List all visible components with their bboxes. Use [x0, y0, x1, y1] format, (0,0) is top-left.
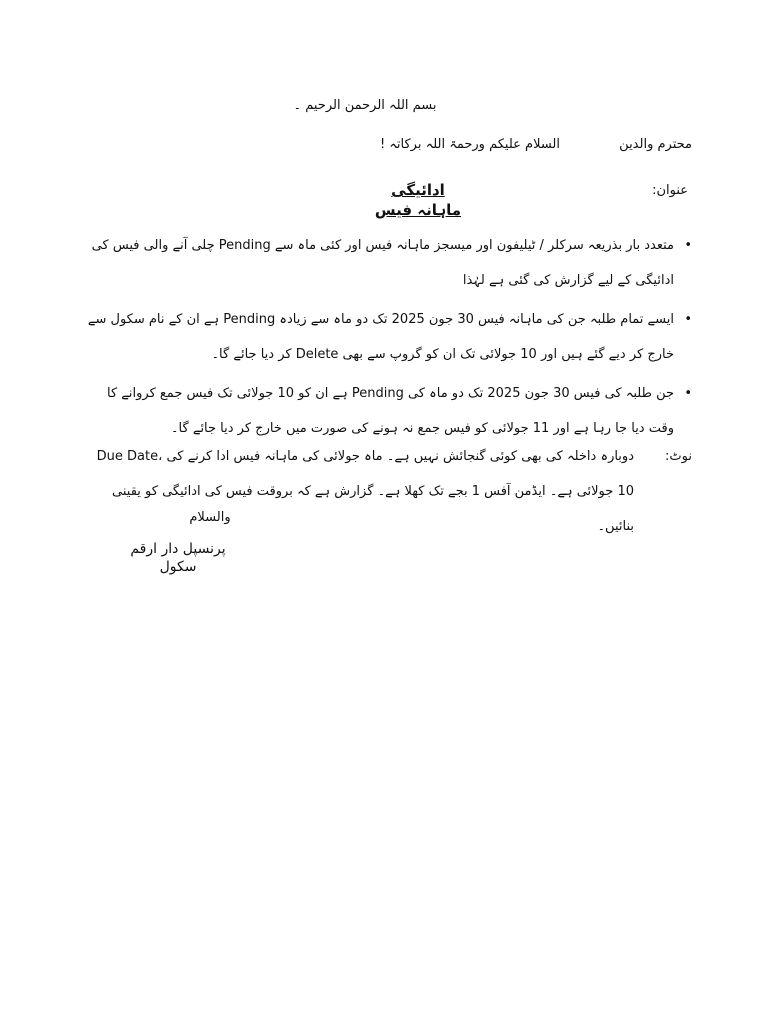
subject-title: ادائیگی ماہانہ فیس: [374, 181, 462, 219]
note-section: [78, 439, 692, 544]
greeting-text: السلام علیکم ورحمۃ اللہ برکاتہ !: [379, 137, 560, 152]
list-item: [78, 228, 692, 298]
closing-text: والسلام: [189, 510, 231, 525]
bullet-icon: •: [684, 238, 692, 253]
signature-text: پرنسپل دار ارقم سکول: [130, 541, 226, 576]
list-item: [78, 376, 692, 446]
list-item-text: ایسے تمام طلبہ جن کی ماہانہ فیس 30 جون 2025 تک دو ماہ سے زیادہ Pending ہے ان کے نام سکول سے خارج کر دیے گئے ہیں اور 10 جولائی تک ان کو گروپ سے بھی Delete کر دیا جائے گا۔: [87, 312, 674, 362]
bismillah-heading: بسم اللہ الرحمن الرحیم ۔: [293, 98, 437, 113]
note-text: دوبارہ داخلہ کی بھی کوئی گنجائش نہیں ہے۔ ماہ جولائی کی ماہانہ فیس ادا کرنے کی Due Date، 10 جولائی ہے۔ ایڈمن آفس 1 بجے تک کھلا ہے۔ گزارش ہے کہ بروقت فیس کی ادائیگی کو یقینی بنائیں۔: [96, 449, 634, 534]
list-item: [78, 302, 692, 372]
list-item-text: متعدد بار بذریعہ سرکلر / ٹیلیفون اور میسجز ماہانہ فیس اور کئی ماہ سے Pending چلی آنے والی فیس کی ادائیگی کے لیے گزارش کی گئی ہے لہٰذا: [91, 238, 674, 288]
note-label: نوٹ:: [665, 449, 692, 464]
subject-label: عنوان:: [652, 183, 688, 198]
bullet-icon: •: [684, 386, 692, 401]
list-item-text: جن طلبہ کی فیس 30 جون 2025 تک دو ماہ کی Pending ہے ان کو 10 جولائی تک فیس جمع کروانے کا وقت دیا جا رہا ہے اور 11 جولائی کو فیس جمع نہ ہونے کی صورت میں خارج کر دیا جائے گا۔: [106, 386, 674, 436]
recipients-text: محترم والدین: [619, 137, 692, 152]
instruction-list: [78, 228, 692, 450]
bullet-icon: •: [684, 312, 692, 327]
